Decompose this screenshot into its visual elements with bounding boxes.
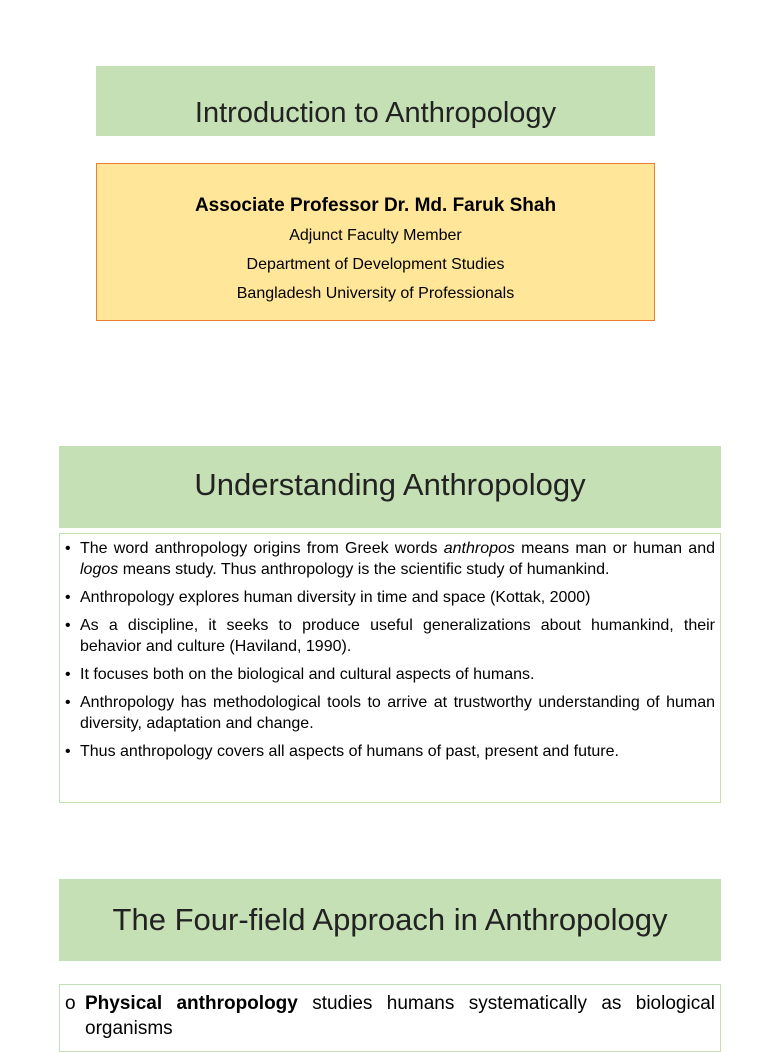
section-heading-text: Understanding Anthropology [194,467,586,502]
bullet-item [65,538,715,580]
italic-term: anthropos [443,540,515,557]
bullet-item: • As a discipline, it seeks to produce useful generalizations about humankind, their behavior and culture (Haviland, 1990). [65,615,715,657]
item-text: studies humans systematically as biological organisms [85,993,715,1039]
bullet-text: The word anthropology origins from Greek words [80,540,444,557]
bullet-list [65,538,715,762]
title-banner [96,66,655,136]
author-role: Adjunct Faculty Member [289,227,462,244]
bullet-item: • Anthropology has methodological tools to arrive at trustworthy understanding of human diversity, adaptation and change. [65,692,715,734]
section-heading-text: The Four-field Approach in Anthropology [112,902,668,937]
author-name: Associate Professor Dr. Md. Faruk Shah [194,195,557,216]
four-field-content-box [59,984,721,1052]
bullet-item: • Anthropology explores human diversity in time and space (Kottak, 2000) [65,587,715,608]
bold-term: Physical anthropology [85,993,298,1014]
author-university: Bangladesh University of Professionals [236,285,515,302]
hollow-bullet-icon: o [65,993,76,1014]
author-department: Department of Development Studies [246,256,505,273]
bullet-text: means man or human and [514,540,716,557]
section-heading-four-field [59,879,721,961]
four-field-item [65,991,715,1041]
page-title: Introduction to Anthropology [194,96,557,129]
bullet-text: means study. Thus anthropology is the scientific study of humankind. [118,561,610,578]
bullet-item: • Thus anthropology covers all aspects of humans of past, present and future. [65,741,715,762]
section-heading-understanding [59,446,721,528]
author-info-box [96,163,655,321]
bullet-item: • It focuses both on the biological and cultural aspects of humans. [65,664,715,685]
understanding-content-box [59,533,721,803]
italic-term: logos [80,561,119,578]
